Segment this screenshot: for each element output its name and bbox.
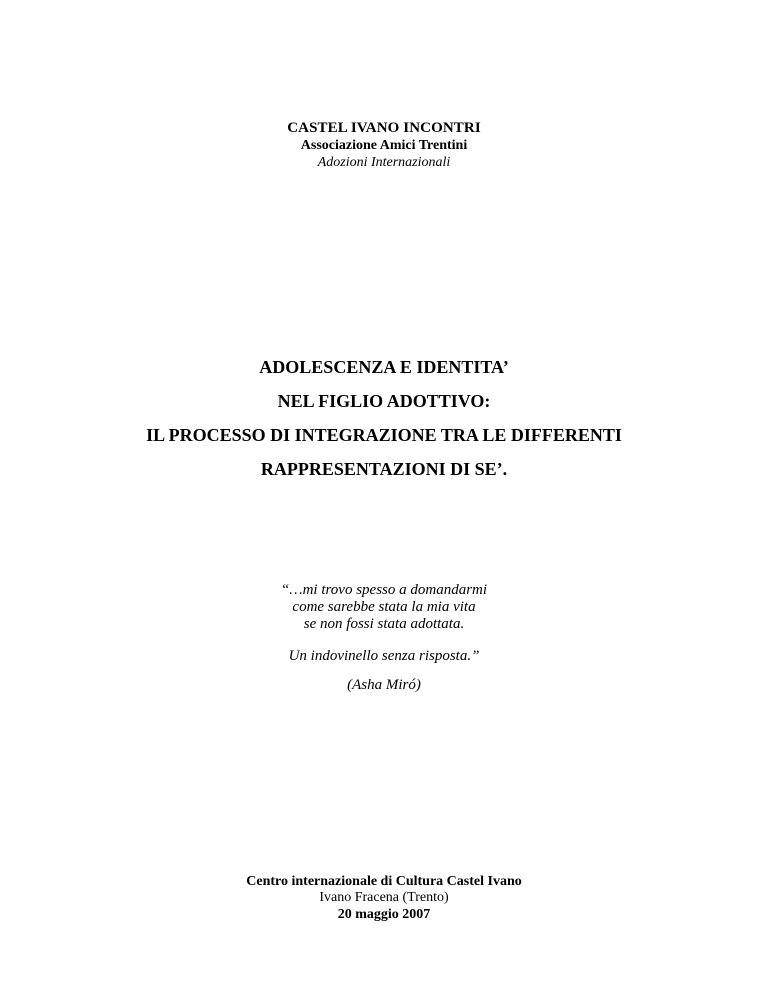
document-header: [0, 119, 768, 171]
title-line-4: RAPPRESENTAZIONI DI SE’.: [260, 459, 508, 479]
title-line-1: ADOLESCENZA E IDENTITA’: [259, 357, 509, 377]
title-line-2: NEL FIGLIO ADOTTIVO:: [277, 391, 491, 411]
venue-name: Centro internazionale di Cultura Castel Ivano: [246, 874, 522, 889]
document-footer: [0, 873, 768, 923]
association-subtitle: Adozioni Internazionali: [317, 155, 451, 170]
epigraph-quote: [0, 582, 768, 694]
event-date: 20 maggio 2007: [337, 907, 431, 922]
event-name: CASTEL IVANO INCONTRI: [287, 120, 481, 136]
document-title: [0, 357, 768, 493]
quote-author: (Asha Miró): [347, 677, 421, 693]
title-line-3: IL PROCESSO DI INTEGRAZIONE TRA LE DIFFERENTI: [146, 425, 622, 445]
venue-location: Ivano Fracena (Trento): [319, 890, 449, 905]
quote-line-1: “…mi trovo spesso a domandarmi: [280, 582, 488, 598]
association-name: Associazione Amici Trentini: [300, 138, 468, 153]
quote-line-2: come sarebbe stata la mia vita: [292, 599, 476, 615]
quote-line-3: se non fossi stata adottata.: [303, 616, 465, 632]
quote-line-4: Un indovinello senza risposta.”: [288, 648, 480, 664]
